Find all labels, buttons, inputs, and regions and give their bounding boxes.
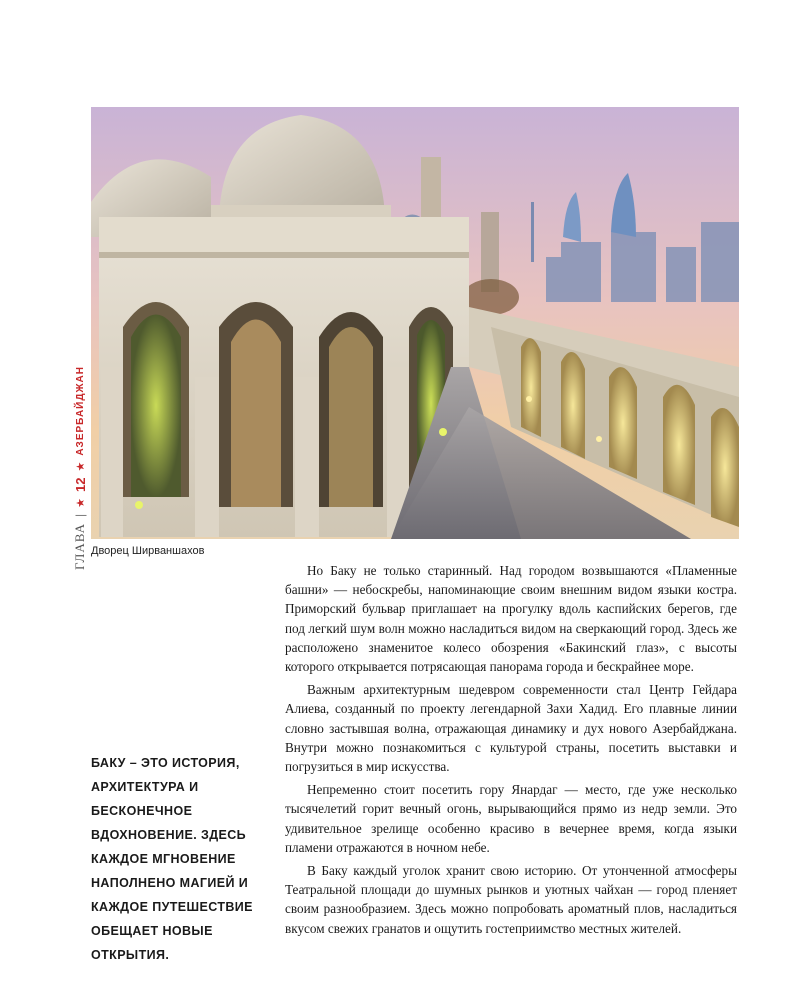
body-text: [285, 561, 737, 942]
chapter-divider: |: [73, 513, 87, 518]
star-icon: ★: [74, 461, 87, 472]
country-label: АЗЕРБАЙДЖАН: [74, 366, 86, 456]
palace-photo: [91, 107, 739, 539]
chapter-label: ГЛАВА: [72, 523, 87, 570]
star-icon: ★: [74, 498, 87, 508]
pull-quote: БАКУ – ЭТО ИСТОРИЯ, АРХИТЕКТУРА И БЕСКОНЕЧНОЕ ВДОХНОВЕНИЕ. ЗДЕСЬ КАЖДОЕ МГНОВЕНИЕ НАПОЛНЕНО МАГИЕЙ И КАЖДОЕ ПУТЕШЕСТВИЕ ОБЕЩАЕТ НОВЫЕ ОТКРЫТИЯ.: [91, 756, 253, 962]
photo-caption: Дворец Ширваншахов: [91, 545, 205, 557]
palace-illustration: [91, 107, 739, 539]
running-head: [60, 366, 88, 570]
paragraph: В Баку каждый уголок хранит свою историю. От утонченной атмосферы Театральной площади до шумных рынков и уютных чайхан — город пленяет своим разнообразием. Здесь можно попробовать ароматный плов, насладиться вкусом свежих гранатов и ощутить гостеприимство местных жителей.: [285, 863, 737, 936]
paragraph: Но Баку не только старинный. Над городом возвышаются «Пламенные башни» — небоскребы, напоминающие своим внешним видом языки костра. Приморский бульвар приглашает на прогулку вдоль каспийских берегов, где под легкий шум волн можно насладиться видом на сверкающий город. Здесь же расположено знаменитое колесо обозрения «Бакинский глаз», с высоты которого открывается потрясающая панорама города и бескрайнее море.: [285, 563, 737, 675]
paragraph: Непременно стоит посетить гору Янардаг — место, где уже несколько тысячелетий горит вечный огонь, вырывающийся прямо из недр земли. Это удивительное зрелище особенно красиво в вечернее время, когда языки пламени отражаются в ночном небе.: [285, 782, 737, 855]
paragraph: Важным архитектурным шедевром современности стал Центр Гейдара Алиева, созданный по проекту легендарной Захи Хадид. Его плавные линии словно застывшая волна, отражающая динамику и дух нового Азербайджана. Внутри можно познакомиться с культурой страны, посетить выставки и погрузиться в мир искусства.: [285, 682, 737, 775]
page-number: 12: [72, 477, 88, 493]
